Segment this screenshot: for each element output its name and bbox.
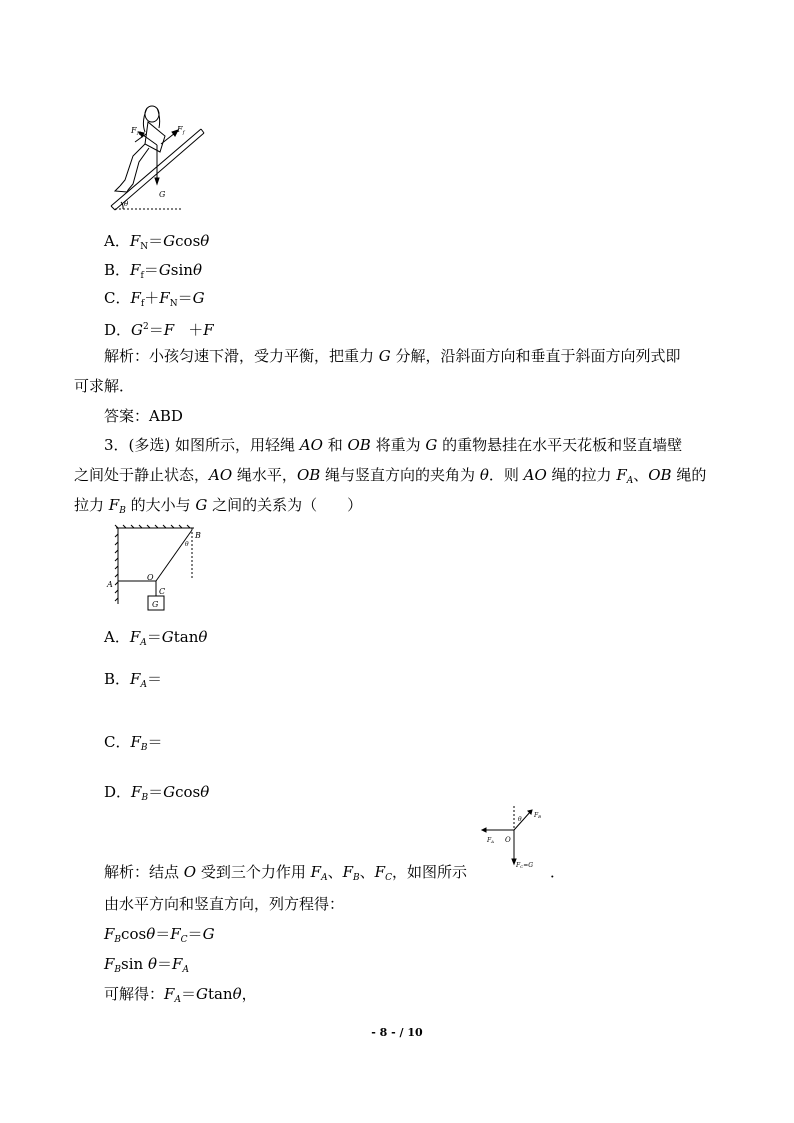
label-ff: F [177,125,183,134]
q3-stem-line3: 拉力 $F_B$ 的大小与 G 之间的关系为（ ） [74,496,363,516]
slide-figure [105,98,205,213]
fig2-fc-sub: C [520,864,524,869]
fig2-o: O [505,836,511,844]
q3-stem-line1: 3．(多选) 如图所示，用轻绳 AO 和 OB 将重为 G 的重物悬挂在水平天花板和竖直墙壁 [104,436,683,454]
q3-analysis-line2: 由水平方向和竖直方向，列方程得： [104,895,345,913]
q3-option-a: A．$F_A=Gtan\theta$ [104,628,208,648]
q2-analysis-line1: 解析：小孩匀速下滑，受力平衡，把重力 G 分解，沿斜面方向和垂直于斜面方向列式即 [104,347,681,365]
svg-text:FC=G [515,862,533,869]
label-fn: F [131,126,137,135]
q2-analysis-line2: 可求解． [74,377,135,395]
q3-analysis-period: ． [550,863,566,881]
q2-option-c: C．$F_f+F_N=G$ [104,289,205,309]
q3-option-c: C．$F_B=$ [104,733,163,753]
svg-text:Ff [176,125,186,136]
svg-text:FA [486,837,494,844]
fig-label-o: O [147,573,154,582]
q3-option-b: B．$F_A=$ [104,670,162,690]
equation-1: $F_B\cos\theta=F_C=G$ [104,925,215,945]
fig-label-g: G [152,600,159,609]
q3-stem-line2: 之间处于静止状态，AO 绳水平，OB 绳与竖直方向的夹角为 θ．则 AO 绳的拉力 $F_A$、OB 绳的 [74,466,707,486]
q3-analysis-line1: 解析：结点 O 受到三个力作用 $F_A$、$F_B$、$F_C$，如图所示 [104,863,467,883]
force-diagram [478,804,550,874]
equation-3: 可解得：$F_A=Gtan\theta$， [104,985,257,1005]
q2-option-a: A．$F_N=Gcos\theta$ [104,232,210,252]
fig2-fb: F [534,812,539,819]
q2-option-b: B．$F_f=Gsin\theta$ [104,261,202,281]
equation-2: $F_B\sin$ $\theta=F_A$ [104,955,189,975]
label-fn-sub: N [136,131,141,137]
fig-label-theta: θ [185,541,189,548]
fig-label-c: C [159,587,166,596]
svg-text:FN [130,126,142,137]
fig-label-b: B [195,531,201,540]
fig2-fb-sub: B [538,814,542,819]
fig2-fc-eq: =G [523,862,534,869]
fig-label-a: A [107,580,113,589]
label-theta: θ [124,200,129,208]
rope-figure [104,524,216,616]
fig2-theta: θ [518,816,522,823]
q2-option-d: D．$G^2=F +F$ [104,321,214,339]
svg-text:FB [533,812,541,819]
q2-answer: 答案：ABD [104,407,183,425]
label-g: G [159,190,166,199]
page-number: - 8 - / 10 [371,1026,423,1039]
fig2-fc: F [516,862,521,869]
label-ff-sub: f [182,130,185,136]
fig2-fa-sub: A [491,839,495,844]
fig2-fa: F [487,837,492,844]
q3-option-d: D．$F_B=Gcos\theta$ [104,783,210,803]
